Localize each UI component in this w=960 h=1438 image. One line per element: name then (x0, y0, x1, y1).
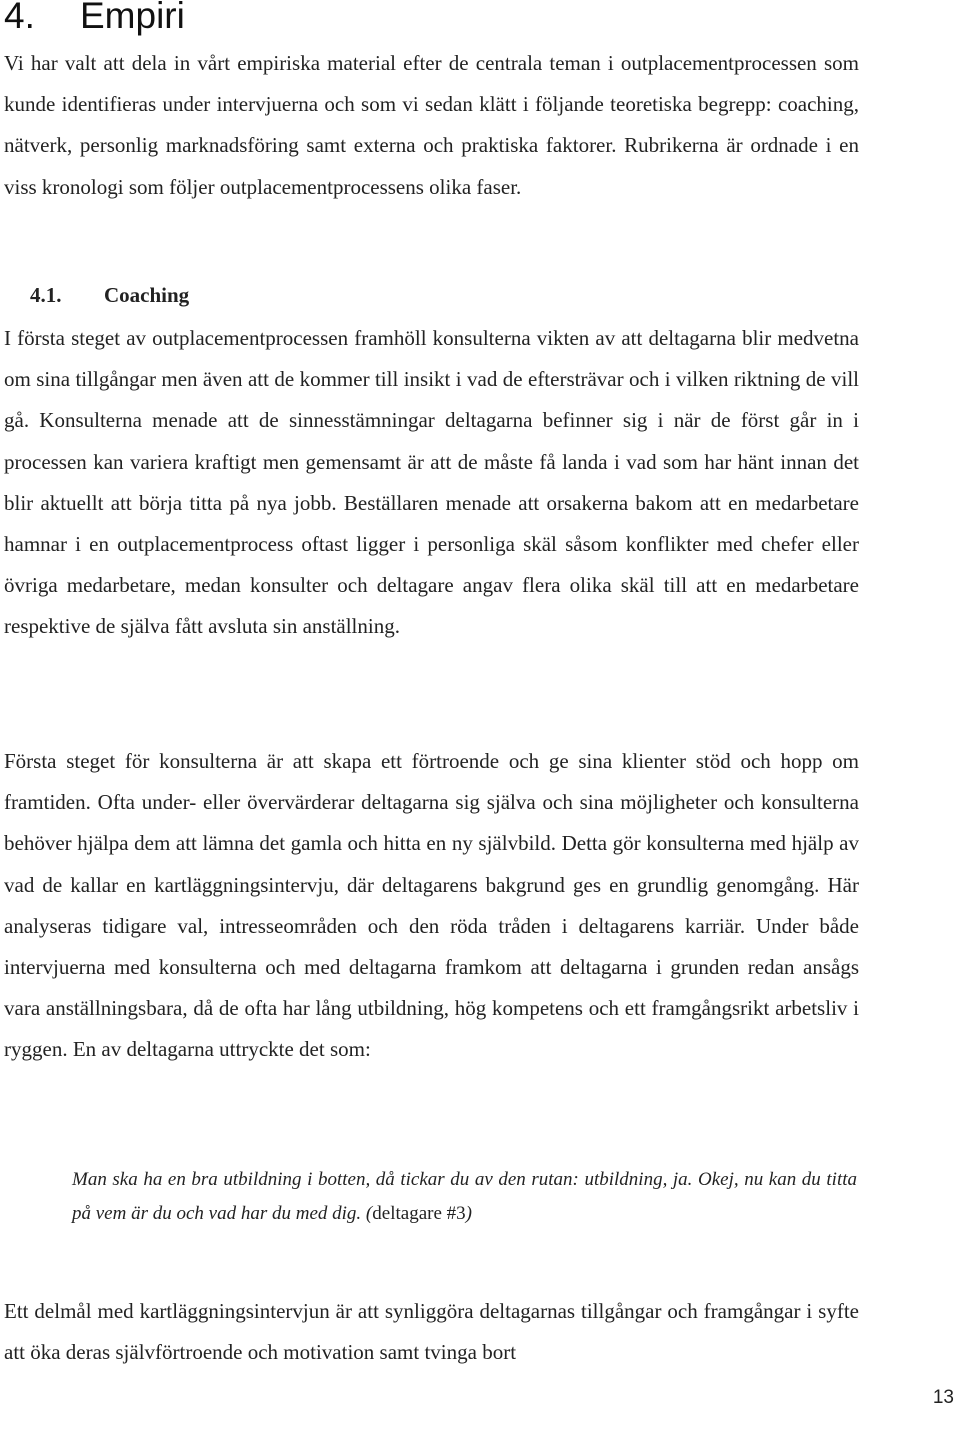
interview-quote (72, 1163, 857, 1231)
coaching-paragraph-1: I första steget av outplacementprocessen framhöll konsulterna vikten av att deltagarna blir medvetna om sina tillgångar men även att de kommer till insikt i vad de eftersträvar och i vilken riktning de vill gå. Konsulterna menade att de sinnesstämningar deltagarna befinner sig i när de först går in i processen kan variera kraftigt men gemensamt är att de måste få landa i vad som har hänt innan det blir aktuellt att börja titta på nya jobb. Beställaren menade att orsakerna bakom att en medarbetare hamnar i en outplacementprocess oftast ligger i personliga skäl såsom konflikter med chefer eller övriga medarbetare, medan konsulter och deltagare angav flera olika skäl till att en medarbetare respektive de själva fått avsluta sin anställning. (4, 326, 859, 639)
page-number: 13 (932, 1387, 954, 1408)
coaching-paragraph-3: Ett delmål med kartläggningsintervjun är att synliggöra deltagarnas tillgångar och framgångar i syfte att öka deras självförtroende och motivation samt tvinga bort (4, 1299, 859, 1365)
section-number: 4.1. (30, 283, 62, 307)
chapter-number: 4. (4, 0, 35, 36)
quote-text: Man ska ha en bra utbildning i botten, då tickar du av den rutan: utbildning, ja. Okej, nu kan du titta på vem är du och vad har du med dig. ( (72, 1169, 857, 1224)
chapter-title: Empiri (80, 0, 185, 36)
section-title: Coaching (104, 283, 190, 307)
intro-paragraph: Vi har valt att dela in vårt empiriska material efter de centrala teman i outplacementprocessen som kunde identifieras under intervjuerna och som vi sedan klätt i följande teoretiska begrepp: coaching, nätverk, personlig marknadsföring samt externa och praktiska faktorer. Rubrikerna är ordnade i en viss kronologi som följer outplacementprocessens olika faser. (4, 51, 859, 199)
quote-attribution: deltagare #3 (372, 1203, 466, 1224)
quote-close: ) (465, 1203, 472, 1224)
chapter-heading (4, 0, 185, 40)
coaching-paragraph-2: Första steget för konsulterna är att skapa ett förtroende och ge sina klienter stöd och hopp om framtiden. Ofta under- eller övervärderar deltagarna sig själva och sina möjligheter och konsulterna behöver hjälpa dem att lämna det gamla och hitta en ny självbild. Detta gör konsulterna med hjälp av vad de kallar en kartläggningsintervju, där deltagarens bakgrund ges en grundlig genomgång. Här analyseras tidigare val, intresseområden och den röda tråden i deltagarens karriär. Under både intervjuerna med konsulterna och med deltagarna framkom att deltagarna i grunden redan ansågs vara anställningsbara, då de ofta har lång utbildning, hög kompetens och ett framgångsrikt arbetsliv i ryggen. En av deltagarna uttryckte det som: (4, 749, 859, 1062)
section-heading (30, 280, 189, 310)
